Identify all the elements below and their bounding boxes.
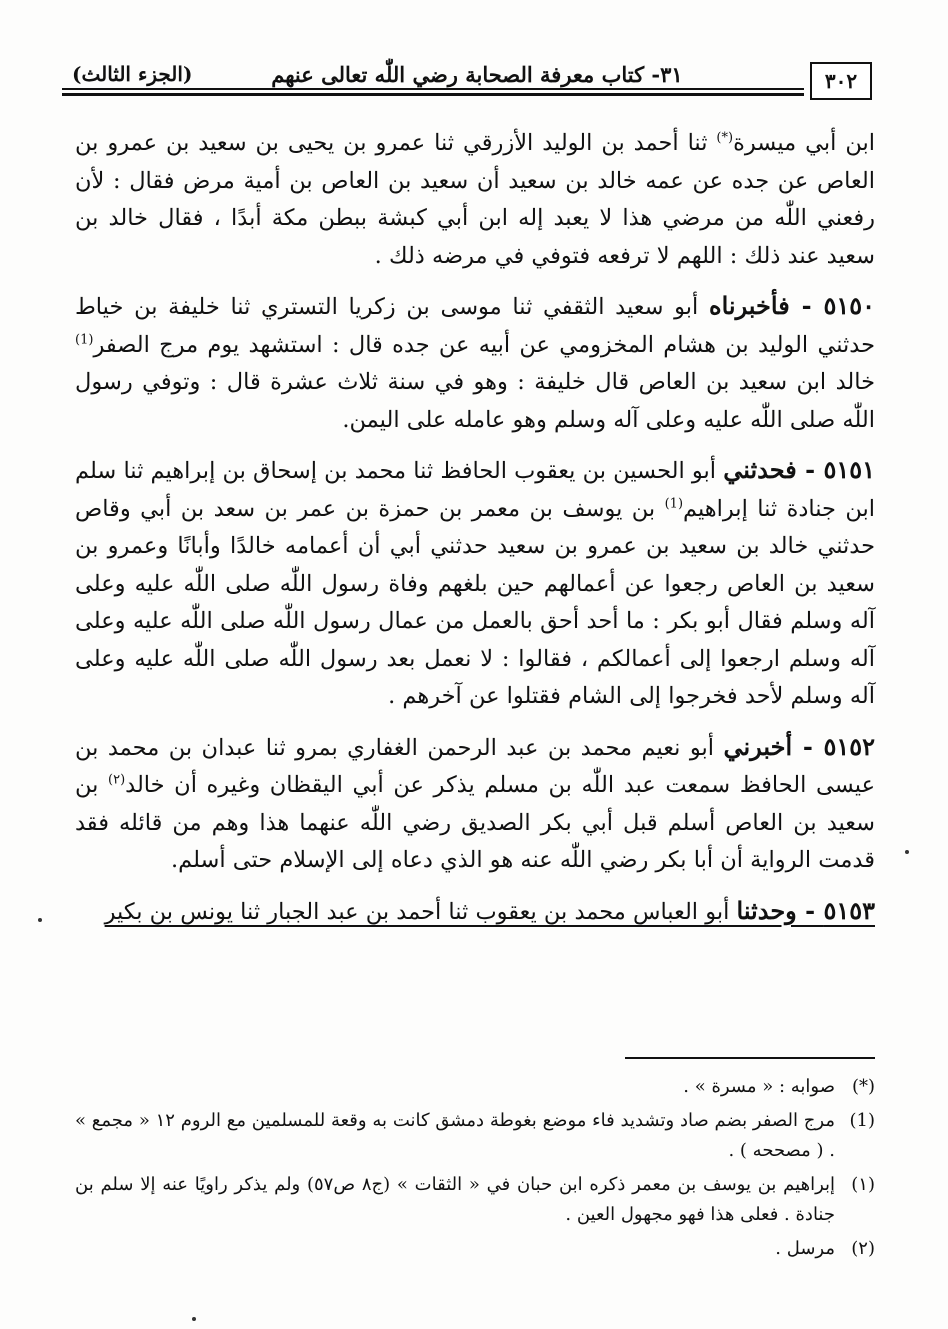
hadith-lead-word: - وحدثنا <box>736 895 824 925</box>
footnote-mark: (*) <box>851 1076 875 1097</box>
footnote-ref[interactable]: (1) <box>75 332 94 347</box>
hadith-number: ٥١٥٢ <box>823 731 876 761</box>
scan-speck <box>905 850 909 854</box>
hadith-lead-word: - فأخبرناه <box>709 291 824 320</box>
hadith-lead-word: - أخبرني <box>723 731 824 761</box>
paragraph-text: أبو نعيم محمد بن عبد الرحمن الغفاري بمرو ثنا عبدان بن محمد بن عيسى الحافظ سمعت عبد اللّٰه بن مسلم يذكر عن أبي اليقظان وغيره أن خالد <box>75 734 875 798</box>
footnote-text: مرج الصفر بضم صاد وتشديد فاء موضع بغوطة دمشق كانت به وقعة للمسلمين مع الروم ١٢ « مجمع » . ( مصححه ) . <box>75 1110 836 1161</box>
hadith-number: ٥١٥٠ <box>823 291 876 320</box>
footnote-separator <box>625 1057 875 1059</box>
main-text <box>75 125 875 943</box>
paragraph-text: أبو سعيد الثقفي ثنا موسى بن زكريا التستري ثنا خليفة بن خياط حدثني الوليد بن هشام المخزومي عن أبيه عن جده قال : استشهد يوم مرج الصفر <box>75 294 875 358</box>
footnote-ref[interactable]: (*) <box>716 130 734 146</box>
paragraph-text: ابن أبي ميسرة <box>733 130 875 156</box>
footnote-ref[interactable]: (٢) <box>108 772 126 788</box>
footnote-text: مرسل . <box>775 1238 835 1259</box>
paragraph-text: أبو الحسين بن يعقوب الحافظ ثنا محمد بن إسحاق بن إبراهيم ثنا سلم ابن جنادة ثنا إبراهيم <box>75 458 875 522</box>
paragraph-text: بن سعيد بن العاص أسلم قبل أبي بكر الصديق رضي اللّٰه عنهما هذا وهم من قائله فقد قدمت الرواية أن أبا بكر رضي اللّٰه عنه هو الذي دعاه إلى الإسلام حتى أسلم. <box>75 772 875 873</box>
volume-label: (الجزء الثالث) <box>72 62 193 86</box>
footnote-mark: (1) <box>849 1110 875 1131</box>
paragraph-text: ثنا أحمد بن الوليد الأزرقي ثنا عمرو بن يحيى بن سعيد بن عمرو بن العاص عن جده عن عمه خالد بن سعيد أن سعيد بن العاص بن أمية مرض فقال : لأن رفعني اللّٰه من مرضي هذا لا يعبد إله ابن أبي كبشة ببطن مكة أبدًا ، فقال خالد بن سعيد عند ذلك : اللهم لا ترفعه فتوفي في مرضه ذلك . <box>75 130 875 269</box>
paragraph-intro <box>75 125 875 275</box>
paragraph-text: خالد ابن سعيد بن العاص قال خليفة : وهو في سنة ثلاث عشرة قال : وتوفي رسول اللّٰه صلى اللّٰه عليه وعلى آله وسلم وهو عامله على اليمن. <box>75 369 875 433</box>
page-number: ٣٠٢ <box>810 62 872 100</box>
footnote-text: صوابه : « مسرة » . <box>683 1076 835 1097</box>
hadith-5151 <box>75 451 875 716</box>
hadith-number: ٥١٥٣ <box>823 895 875 925</box>
hadith-5152 <box>75 728 875 880</box>
footnote-item <box>75 1234 875 1264</box>
chapter-title: ٣١- كتاب معرفة الصحابة رضي اللّٰه تعالى عنهم <box>271 62 683 87</box>
footnote-mark: (٢) <box>851 1238 875 1259</box>
hadith-lead-word: - فحدثني <box>723 455 824 484</box>
paragraph-text: بن يوسف بن معمر بن حمزة بن عمر بن سعد بن أبي وقاص حدثني خالد بن سعيد بن عمرو بن سعيد حدثني أبي أن أعمامه خالدًا وأبانًا وعمرو بن سعيد بن العاص رجعوا عن أعمالهم حين بلغهم وفاة رسول اللّٰه صلى اللّٰه عليه وعلى آله وسلم فقال أبو بكر : ما أحد أحق بالعمل من عمال رسول اللّٰه صلى اللّٰه عليه وعلى آله وسلم ارجعوا إلى أعمالكم ، فقالوا : لا نعمل بعد رسول اللّٰه صلى اللّٰه عليه وعلى آله وسلم لأحد فخرجوا إلى الشام فقتلوا عن آخرهم . <box>75 495 875 709</box>
scan-speck <box>192 1317 196 1321</box>
header-rule <box>62 88 804 96</box>
footnote-item <box>75 1106 875 1166</box>
paragraph-text: أبو العباس محمد بن يعقوب ثنا أحمد بن عبد الجبار ثنا يونس بن بكير <box>104 898 737 925</box>
footnote-item <box>75 1072 875 1102</box>
footnote-ref[interactable]: (1) <box>664 496 684 511</box>
footnotes <box>75 1072 875 1268</box>
hadith-number: ٥١٥١ <box>823 455 875 484</box>
scan-speck <box>38 918 42 922</box>
hadith-5150 <box>75 287 875 439</box>
running-header <box>62 52 882 100</box>
footnote-text: إبراهيم بن يوسف بن معمر ذكره ابن حبان في « الثقات » (ج٨ ص٥٧) ولم يذكر راويًا عنه إلا سلم بن جنادة . فعلى هذا فهو مجهول العين . <box>75 1174 836 1225</box>
footnote-mark: (١) <box>851 1174 875 1195</box>
hadith-5153 <box>75 892 875 932</box>
footnote-item <box>75 1170 875 1230</box>
